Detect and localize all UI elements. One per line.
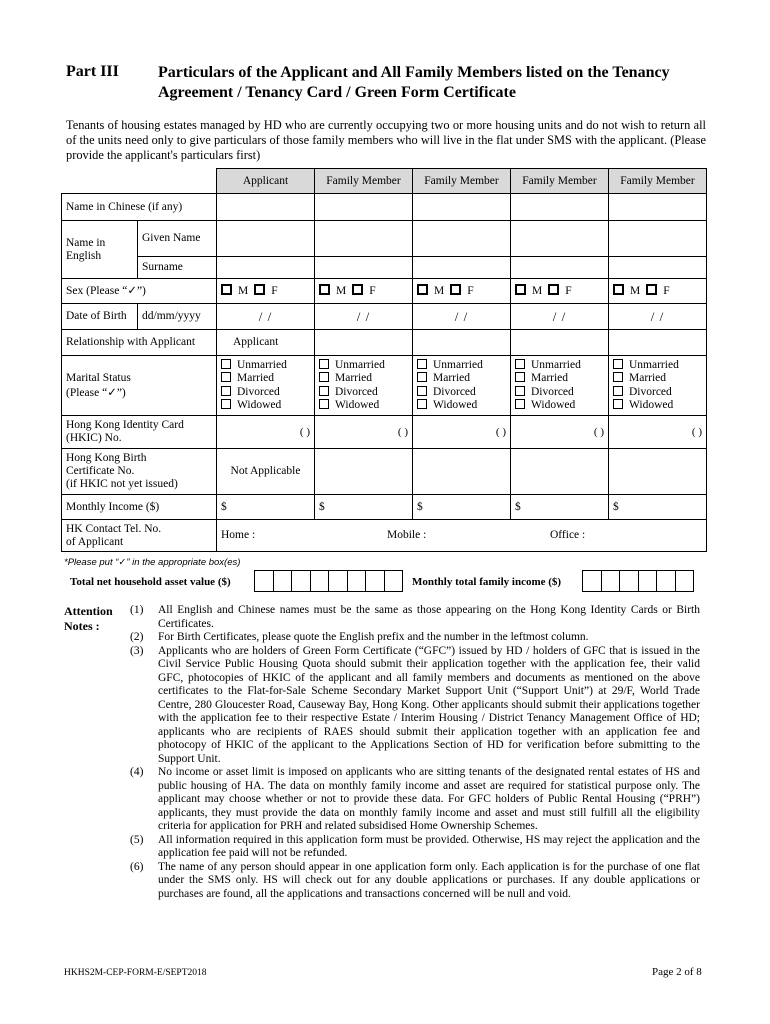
sex-f-checkbox[interactable] [646,284,657,295]
unmarried-checkbox[interactable] [515,359,525,369]
notes-list [130,604,700,901]
income-field[interactable]: $ [217,495,315,520]
married-checkbox[interactable] [417,372,427,382]
divorced-checkbox[interactable] [319,386,329,396]
home-phone-field[interactable]: Home : [221,528,256,541]
note-item: (6) The name of any person should appear in one application form only. Each application is for the purchase of one flat under the SMS only. HS will check out for any double applications or purchases. If any double applications or purchases are found, all the applications and transactions concerned will be null and void. [130,860,700,900]
family-income-label: Monthly total family income ($) [412,576,562,588]
hkic-field[interactable]: ( ) [609,416,707,449]
marital-status-cell: Unmarried Married Divorced Widowed [511,356,609,416]
column-header-applicant: Applicant [217,169,315,194]
row-label-hkic: Hong Kong Identity Card (HKIC) No. [62,416,217,449]
name-chinese-field[interactable] [413,194,511,221]
birth-cert-field[interactable] [315,449,413,495]
divorced-checkbox[interactable] [221,386,231,396]
dob-field[interactable]: / / [511,304,609,330]
relationship-field[interactable] [511,330,609,356]
sex-f-checkbox[interactable] [548,284,559,295]
marital-status-cell: Unmarried Married Divorced Widowed [315,356,413,416]
given-name-field[interactable] [413,221,511,257]
row-label-given-name: Given Name [138,221,217,257]
given-name-field[interactable] [609,221,707,257]
married-checkbox[interactable] [613,372,623,382]
row-label-surname: Surname [138,257,217,279]
row-label-sex: Sex (Please “✓”) [62,279,217,304]
sex-cell: M F [511,279,609,304]
sex-cell: M F [315,279,413,304]
widowed-checkbox[interactable] [417,399,427,409]
birth-cert-not-applicable: Not Applicable [217,449,315,495]
row-label-relationship: Relationship with Applicant [62,330,217,356]
sex-cell: M F [609,279,707,304]
income-field[interactable]: $ [609,495,707,520]
part-label: Part III [66,63,119,80]
relationship-applicant: Applicant [217,330,315,356]
asset-value-label: Total net household asset value ($) [70,576,231,588]
given-name-field[interactable] [217,221,315,257]
sex-m-checkbox[interactable] [613,284,624,295]
income-field[interactable]: $ [315,495,413,520]
surname-field[interactable] [511,257,609,279]
surname-field[interactable] [217,257,315,279]
row-label-monthly-income: Monthly Income ($) [62,495,217,520]
sex-m-checkbox[interactable] [319,284,330,295]
relationship-field[interactable] [315,330,413,356]
column-header-family-member: Family Member [609,169,707,194]
column-header-family-member: Family Member [511,169,609,194]
hkic-field[interactable]: ( ) [217,416,315,449]
dob-field[interactable]: / / [609,304,707,330]
name-chinese-field[interactable] [609,194,707,221]
page-title: Particulars of the Applicant and All Family Members listed on the Tenancy Agreement / Tenancy Card / Green Form Certificate [158,64,670,101]
divorced-checkbox[interactable] [515,386,525,396]
office-phone-field[interactable]: Office : [550,528,586,541]
contact-cell [217,520,707,552]
row-label-dob: Date of Birth [62,304,138,330]
marital-status-cell: Unmarried Married Divorced Widowed [413,356,511,416]
form-code: HKHS2M-CEP-FORM-E/SEPT2018 [64,968,207,978]
widowed-checkbox[interactable] [221,399,231,409]
note-item: (4) No income or asset limit is imposed on applicants who are sitting tenants of the designated rental estates of HS and public housing of HA. The data on monthly family income and asset are required for statistical purpose only. The applicant may choose whether or not to provide these data. For GFC holders of Public Rental Housing (“PRH”) applicants, they must provide the data on monthly family income and asset and must still fulfill all the eligibility criteria for application for PRH and related subsidised Home Ownership Schemes. [130,766,700,832]
dob-field[interactable]: / / [413,304,511,330]
unmarried-checkbox[interactable] [221,359,231,369]
name-chinese-field[interactable] [315,194,413,221]
divorced-checkbox[interactable] [613,386,623,396]
hkic-field[interactable]: ( ) [315,416,413,449]
unmarried-checkbox[interactable] [613,359,623,369]
marital-status-cell: Unmarried Married Divorced Widowed [609,356,707,416]
dob-field[interactable]: / / [315,304,413,330]
sex-m-checkbox[interactable] [221,284,232,295]
column-header-family-member: Family Member [413,169,511,194]
sex-cell: M F [217,279,315,304]
asset-value-boxes[interactable] [255,570,403,592]
row-label-contact: HK Contact Tel. No. of Applicant [62,520,217,552]
widowed-checkbox[interactable] [613,399,623,409]
name-chinese-field[interactable] [511,194,609,221]
name-chinese-field[interactable] [217,194,315,221]
sex-m-checkbox[interactable] [515,284,526,295]
note-item: (3) Applicants who are holders of Green Form Certificate (“GFC”) issued by HD / holders of GFC that is issued in the Civil Service Public Housing Quota should submit their application together with the application fee, their valid GFC, photocopies of HKIC of the applicant and all family members and documents as mentioned on the above certificates to the Flat-for-Sale Scheme Secondary Market Support Unit (“Support Unit”) at 29/F, World Trade Centre, 280 Gloucester Road, Causeway Bay, Hong Kong. Other applicants should submit their applications together with the application fee to their respective Estate / Interim Housing / District Tenancy Management Office of HD; applicants who are recipients of RAES should submit their application together with an application fee and photocopy of HKIC of the applicant to the Applications Section of HD for verification before submitting to the Support Unit. [130,644,700,765]
note-item: (5) All information required in this application form must be provided. Otherwise, HS may reject the application and the application fee paid will not be refunded. [130,833,700,859]
hkic-field[interactable]: ( ) [413,416,511,449]
note-item: (1) All English and Chinese names must be the same as those appearing on the Hong Kong Identity Cards or Birth Certificates. [130,604,700,630]
birth-cert-field[interactable] [511,449,609,495]
attention-notes-label: Attention Notes : [64,604,113,633]
divorced-checkbox[interactable] [417,386,427,396]
intro-paragraph: Tenants of housing estates managed by HD who are currently occupying two or more housing units and do not wish to return all of the units need only to give particulars of those family members who will live in the flat under SMS with the applicant. (Please provide the applicant's particulars first) [66,118,706,162]
dob-format: dd/mm/yyyy [138,304,217,330]
row-label-name-chinese: Name in Chinese (if any) [62,194,217,221]
sex-m-checkbox[interactable] [417,284,428,295]
dob-field[interactable]: / / [217,304,315,330]
row-label-marital-status: Marital Status (Please “✓”) [62,356,217,416]
particulars-table [61,168,707,552]
birth-cert-field[interactable] [413,449,511,495]
married-checkbox[interactable] [221,372,231,382]
widowed-checkbox[interactable] [515,399,525,409]
row-label-name-english: Name in English [62,221,138,279]
unmarried-checkbox[interactable] [417,359,427,369]
mobile-phone-field[interactable]: Mobile : [387,528,427,541]
given-name-field[interactable] [315,221,413,257]
sex-f-checkbox[interactable] [352,284,363,295]
surname-field[interactable] [315,257,413,279]
hkic-field[interactable]: ( ) [511,416,609,449]
widowed-checkbox[interactable] [319,399,329,409]
page-number: Page 2 of 8 [652,966,702,978]
note-item: (2) For Birth Certificates, please quote the English prefix and the number in the leftmost column. [130,631,589,643]
married-checkbox[interactable] [319,372,329,382]
relationship-field[interactable] [609,330,707,356]
married-checkbox[interactable] [515,372,525,382]
family-income-boxes[interactable] [583,570,694,592]
surname-field[interactable] [413,257,511,279]
sex-cell: M F [413,279,511,304]
sex-f-checkbox[interactable] [254,284,265,295]
sex-f-checkbox[interactable] [450,284,461,295]
birth-cert-field[interactable] [609,449,707,495]
column-header-family-member: Family Member [315,169,413,194]
given-name-field[interactable] [511,221,609,257]
marital-status-cell: Unmarried Married Divorced Widowed [217,356,315,416]
income-field[interactable]: $ [413,495,511,520]
row-label-birth-cert: Hong Kong Birth Certificate No. (if HKIC not yet issued) [62,449,217,495]
relationship-field[interactable] [413,330,511,356]
unmarried-checkbox[interactable] [319,359,329,369]
surname-field[interactable] [609,257,707,279]
footnote: *Please put “✓” in the appropriate box(es) [64,557,241,568]
income-field[interactable]: $ [511,495,609,520]
